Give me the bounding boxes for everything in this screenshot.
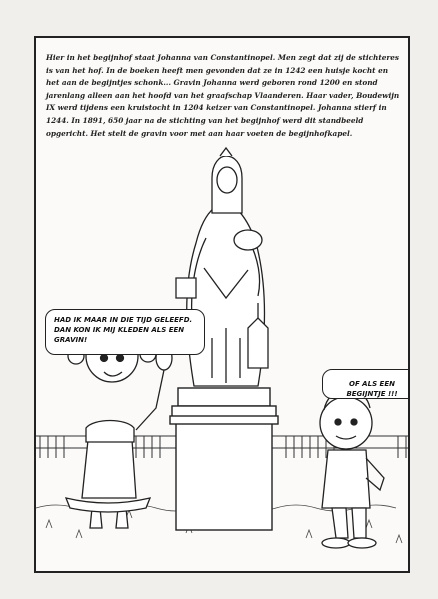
speech-bubble-girl: HAD IK MAAR IN DIE TIJD GELEEFD. DAN KON IK MIJ KLEDEN ALS EEN GRAVIN!: [45, 309, 205, 355]
comic-panel: [34, 36, 410, 573]
boy-character: [320, 374, 384, 548]
statue-pedestal: [170, 388, 278, 530]
panel-caption: Hier in het begijnhof staat Johanna van Constantinopel. Men zegt dat zij de stichteres is van het hof. In de boeken heeft men gevonden dat ze in 1242 een huisje kocht en het aan de begijntjes schonk... Gravin Johanna werd geboren rond 1200 en stond jarenlang alleen aan het hoofd van het graafschap Vlaanderen. Haar vader, Boudewijn IX werd tijdens een kruistocht in 1204 keizer van Constantinopel. Johanna stierf in 1244. In 1891, 650 jaar na de stichting van het begijnhof werd dit standbeeld opgericht. Het stelt de gravin voor met aan haar voeten de begijnhofkapel.: [46, 53, 400, 138]
speech-bubble-boy: OF ALS EEN BEGIJNTJE !!!: [322, 369, 410, 399]
